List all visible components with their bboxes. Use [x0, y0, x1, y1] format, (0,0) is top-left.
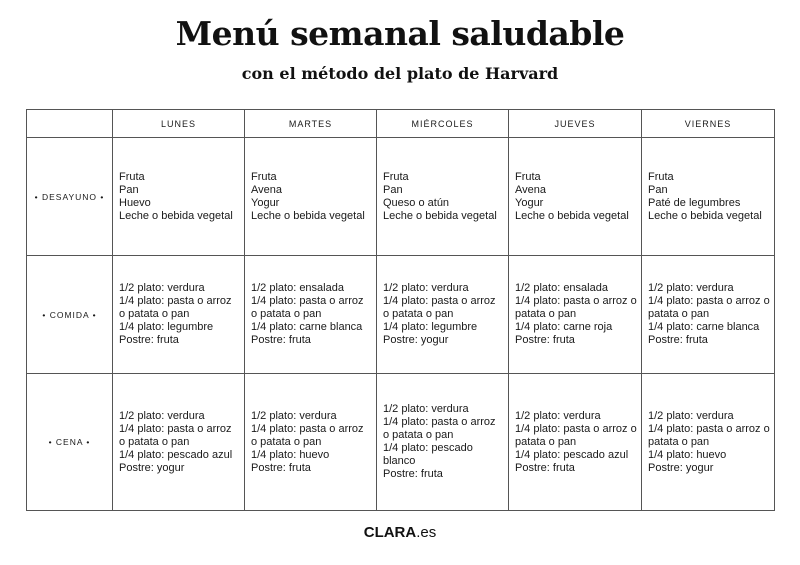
menu-cell — [377, 374, 509, 511]
menu-cell — [642, 374, 775, 511]
menu-cell — [509, 138, 642, 256]
menu-item: Pan — [648, 183, 668, 196]
meal-row — [27, 374, 775, 511]
menu-cell — [245, 374, 377, 511]
menu-item: 1/2 plato: verdura — [648, 282, 734, 294]
menu-item: 1/2 plato: verdura — [648, 409, 734, 422]
header-corner-cell — [27, 110, 113, 138]
menu-cell — [642, 256, 775, 374]
menu-cell — [377, 138, 509, 256]
menu-item: 1/2 plato: verdura — [119, 282, 205, 294]
day-header: JUEVES — [509, 110, 642, 138]
menu-item: Postre: fruta — [251, 334, 311, 346]
menu-item: 1/4 plato: pasta o arroz o patata o pan — [648, 422, 770, 448]
menu-item: Yogur — [515, 196, 544, 209]
logo-brand: CLARA — [363, 524, 417, 541]
menu-item: Leche o bebida vegetal — [648, 209, 762, 222]
menu-item: 1/4 plato: pasta o arroz o patata o pan — [119, 295, 232, 320]
menu-item: Fruta — [383, 170, 409, 183]
menu-item: 1/2 plato: verdura — [383, 282, 469, 294]
menu-item: Leche o bebida vegetal — [119, 209, 233, 222]
logo-suffix: .es — [416, 524, 437, 541]
meal-row — [27, 256, 775, 374]
day-header: LUNES — [113, 110, 245, 138]
menu-item: Postre: fruta — [648, 334, 708, 346]
menu-item: 1/4 plato: pasta o arroz o patata o pan — [251, 295, 364, 320]
menu-cell — [642, 138, 775, 256]
menu-cell — [245, 138, 377, 256]
table-header-row — [27, 110, 775, 138]
menu-item: Fruta — [648, 170, 674, 183]
menu-cell — [509, 374, 642, 511]
menu-item: 1/4 plato: pasta o arroz o patata o pan — [383, 416, 496, 441]
day-header: MARTES — [245, 110, 377, 138]
menu-item: 1/2 plato: ensalada — [515, 282, 608, 294]
meal-label: • DESAYUNO • — [27, 138, 113, 256]
menu-item: Avena — [251, 183, 282, 196]
menu-item: 1/4 plato: carne blanca — [648, 321, 760, 333]
meal-label: • COMIDA • — [27, 256, 113, 374]
meal-row — [27, 138, 775, 256]
menu-item: 1/4 plato: pescado azul — [119, 448, 233, 461]
menu-item: 1/4 plato: pasta o arroz o patata o pan — [515, 295, 637, 320]
menu-cell — [113, 138, 245, 256]
menu-item: Pan — [383, 183, 403, 196]
menu-item: 1/4 plato: carne roja — [515, 321, 613, 333]
menu-item: Fruta — [251, 170, 277, 183]
menu-item: 1/2 plato: verdura — [383, 403, 469, 415]
menu-item: Postre: fruta — [515, 461, 575, 474]
day-header: VIERNES — [642, 110, 775, 138]
menu-cell — [245, 256, 377, 374]
page-title: Menú semanal saludable — [175, 14, 625, 53]
menu-item: 1/4 plato: pasta o arroz o patata o pan — [383, 295, 496, 320]
menu-item: 1/2 plato: ensalada — [251, 282, 344, 294]
day-header: MIÉRCOLES — [377, 110, 509, 138]
menu-cell — [113, 374, 245, 511]
menu-item: Yogur — [251, 196, 280, 209]
menu-item: Postre: fruta — [251, 461, 311, 474]
menu-item: Fruta — [515, 170, 541, 183]
menu-item: Postre: fruta — [119, 334, 179, 346]
menu-item: Leche o bebida vegetal — [251, 209, 365, 222]
menu-item: Postre: yogur — [119, 461, 185, 474]
menu-item: Queso o atún — [383, 196, 450, 209]
menu-item: 1/4 plato: pasta o arroz o patata o pan — [648, 295, 770, 320]
menu-item: Leche o bebida vegetal — [515, 209, 629, 222]
menu-item: 1/4 plato: legumbre — [383, 321, 478, 333]
menu-item: 1/4 plato: pescado azul — [515, 448, 629, 461]
page-subtitle: con el método del plato de Harvard — [241, 64, 559, 83]
menu-item: 1/4 plato: pescado blanco — [383, 442, 473, 467]
menu-item: Postre: fruta — [383, 468, 443, 480]
menu-item: Fruta — [119, 170, 145, 183]
weekly-menu-table — [26, 109, 775, 511]
menu-item: 1/4 plato: legumbre — [119, 321, 214, 333]
menu-item: 1/4 plato: huevo — [648, 448, 727, 461]
menu-item: 1/2 plato: verdura — [251, 409, 337, 422]
menu-item: Huevo — [119, 196, 151, 209]
menu-item: 1/4 plato: carne blanca — [251, 321, 363, 333]
menu-item: 1/4 plato: pasta o arroz o patata o pan — [251, 422, 364, 448]
menu-item: Pan — [119, 183, 139, 196]
menu-item: 1/4 plato: pasta o arroz o patata o pan — [119, 422, 232, 448]
menu-item: 1/4 plato: huevo — [251, 448, 330, 461]
menu-cell — [377, 256, 509, 374]
menu-item: 1/2 plato: verdura — [515, 409, 601, 422]
meal-label: • CENA • — [27, 374, 113, 511]
menu-cell — [509, 256, 642, 374]
menu-item: Leche o bebida vegetal — [383, 209, 497, 222]
menu-cell — [113, 256, 245, 374]
menu-item: Postre: yogur — [383, 334, 449, 346]
menu-item: 1/2 plato: verdura — [119, 409, 205, 422]
menu-item: Paté de legumbres — [648, 196, 741, 209]
menu-item: Avena — [515, 183, 546, 196]
brand-logo — [0, 524, 800, 541]
menu-item: Postre: yogur — [648, 461, 714, 474]
menu-item: Postre: fruta — [515, 334, 575, 346]
menu-item: 1/4 plato: pasta o arroz o patata o pan — [515, 422, 637, 448]
